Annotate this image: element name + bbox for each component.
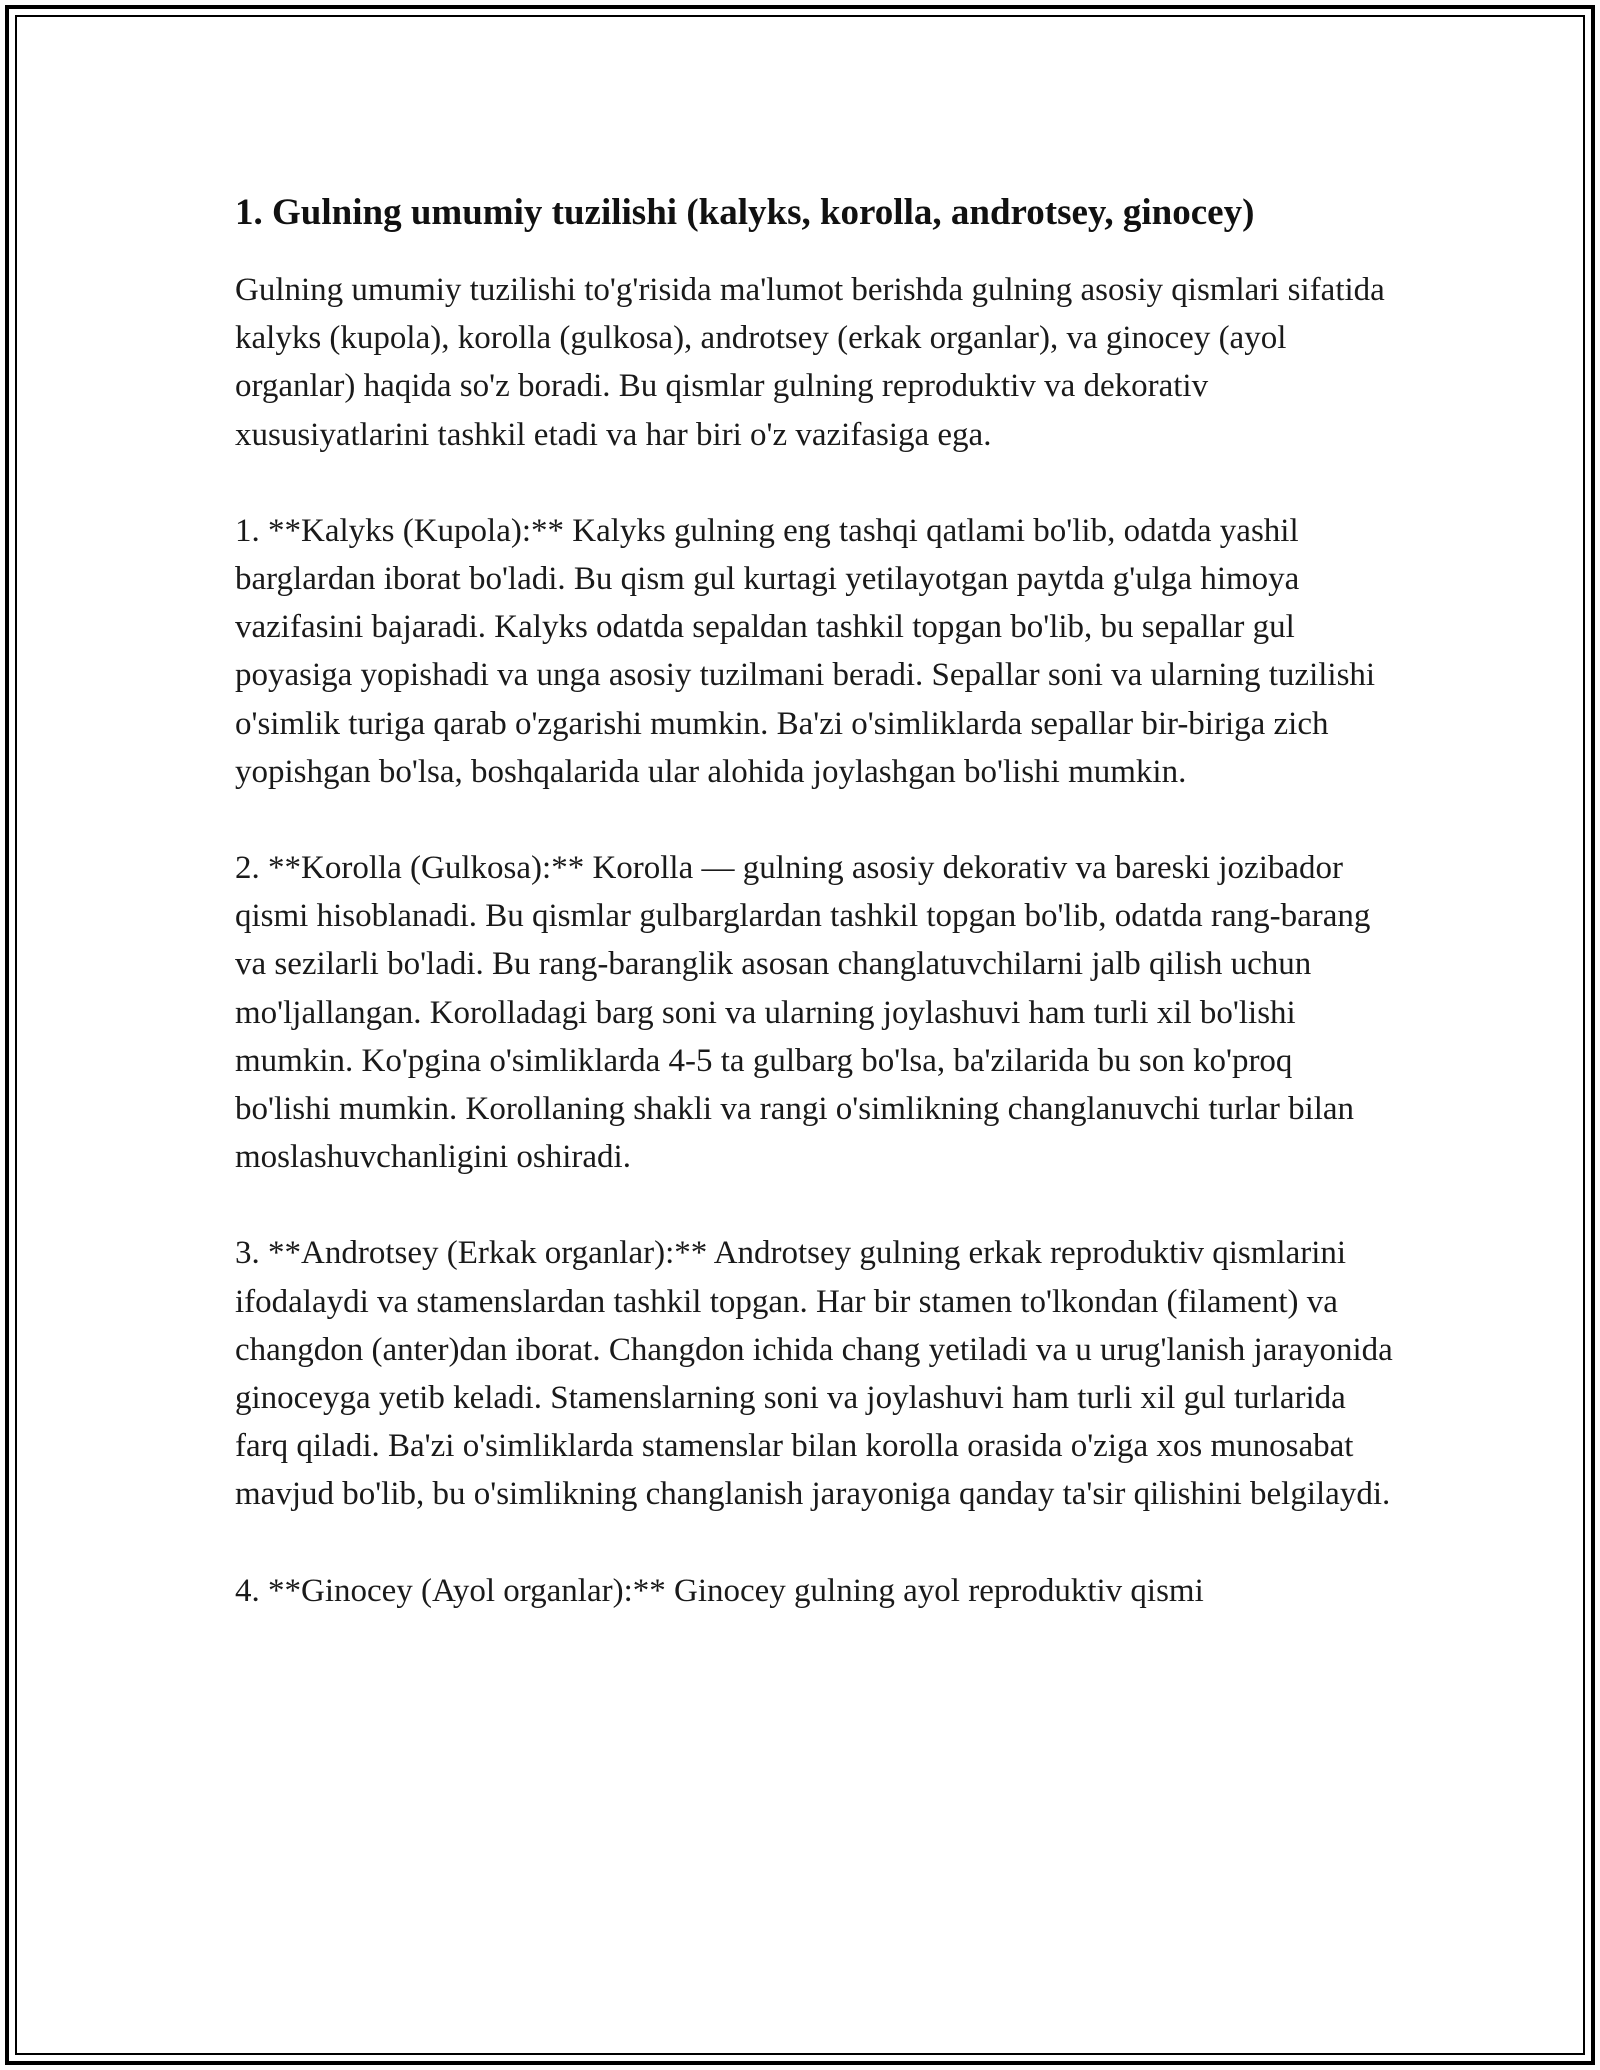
document-body: [235, 188, 1395, 1663]
paragraph-korolla: 2. **Korolla (Gulkosa):** Korolla — gulning asosiy dekorativ va bareski jozibador qismi hisoblanadi. Bu qismlar gulbarglardan tashkil topgan bo'lib, odatda rang-barang va sezilarli bo'ladi. Bu rang-baranglik asosan changlatuvchilarni jalb qilish uchun mo'ljallangan. Korolladagi barg soni va ularning joylashuvi ham turli xil bo'lishi mumkin. Ko'pgina o'simliklarda 4-5 ta gulbarg bo'lsa, ba'zilarida bu son ko'proq bo'lishi mumkin. Korollaning shakli va rangi o'simlikning changlanuvchi turlar bilan moslashuvchanligini oshiradi.: [235, 850, 1371, 1176]
paragraph-intro: Gulning umumiy tuzilishi to'g'risida ma'lumot berishda gulning asosiy qismlari sifatida kalyks (kupola), korolla (gulkosa), androtsey (erkak organlar), va ginocey (ayol organlar) haqida so'z boradi. Bu qismlar gulning reproduktiv va dekorativ xususiyatlarini tashkil etadi va har biri o'z vazifasiga ega.: [235, 272, 1385, 453]
paragraph-ginocey: 4. **Ginocey (Ayol organlar):** Ginocey gulning ayol reproduktiv qismi: [235, 1572, 1204, 1609]
section-heading: 1. Gulning umumiy tuzilishi (kalyks, korolla, androtsey, ginocey): [235, 192, 1255, 233]
paragraph-androtsey: 3. **Androtsey (Erkak organlar):** Androtsey gulning erkak reproduktiv qismlarini ifodalaydi va stamenslardan tashkil topgan. Har bir stamen to'lkondan (filament) va changdon (anter)dan iborat. Changdon ichida chang yetiladi va u urug'lanish jarayonida ginoceyga yetib keladi. Stamenslarning soni va joylashuvi ham turli xil gul turlarida farq qiladi. Ba'zi o'simliklarda stamenslar bilan korolla orasida o'ziga xos munosabat mavjud bo'lib, bu o'simlikning changlanish jarayoniga qanday ta'sir qilishini belgilaydi.: [235, 1235, 1393, 1513]
paragraph-kalyks: 1. **Kalyks (Kupola):** Kalyks gulning eng tashqi qatlami bo'lib, odatda yashil barglardan iborat bo'ladi. Bu qism gul kurtagi yetilayotgan paytda g'ulga himoya vazifasini bajaradi. Kalyks odatda sepaldan tashkil topgan bo'lib, bu sepallar gul poyasiga yopishadi va unga asosiy tuzilmani beradi. Sepallar soni va ularning tuzilishi o'simlik turiga qarab o'zgarishi mumkin. Ba'zi o'simliklarda sepallar bir-biriga zich yopishgan bo'lsa, boshqalarida ular alohida joylashgan bo'lishi mumkin.: [235, 512, 1376, 790]
